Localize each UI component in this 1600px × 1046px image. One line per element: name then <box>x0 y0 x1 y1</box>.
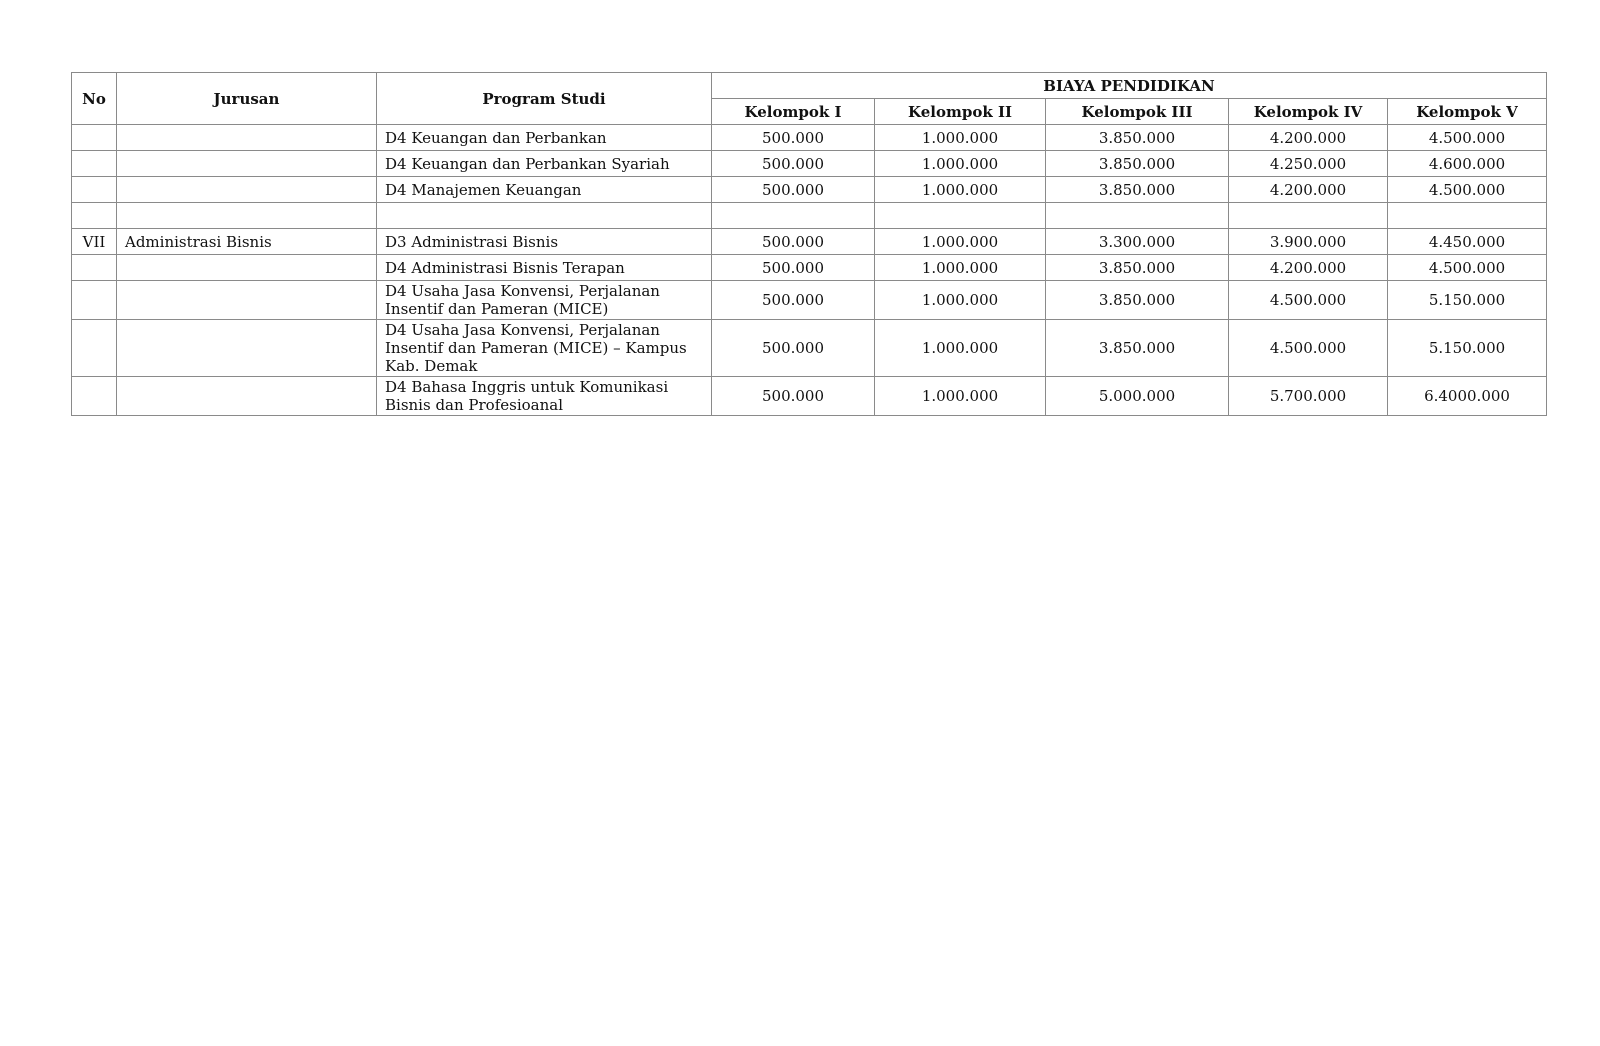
cell-fee-kelompok-4: 4.500.000 <box>1229 320 1388 377</box>
cell-jurusan <box>117 203 377 229</box>
cell-program: D4 Bahasa Inggris untuk Komunikasi Bisnis dan Profesioanal <box>377 377 712 416</box>
header-kelompok-2: Kelompok II <box>875 99 1046 125</box>
header-kelompok-4: Kelompok IV <box>1229 99 1388 125</box>
cell-jurusan <box>117 320 377 377</box>
cell-fee-kelompok-2: 1.000.000 <box>875 125 1046 151</box>
cell-no <box>72 125 117 151</box>
cell-jurusan: Administrasi Bisnis <box>117 229 377 255</box>
header-kelompok-1: Kelompok I <box>712 99 875 125</box>
cell-fee-kelompok-4: 4.200.000 <box>1229 177 1388 203</box>
cell-jurusan <box>117 377 377 416</box>
cell-fee-kelompok-3: 3.850.000 <box>1046 281 1229 320</box>
cell-jurusan <box>117 281 377 320</box>
header-jurusan: Jurusan <box>117 73 377 125</box>
cell-fee-kelompok-5: 4.600.000 <box>1388 151 1547 177</box>
cell-fee-kelompok-4: 4.200.000 <box>1229 255 1388 281</box>
cell-fee-kelompok-1: 500.000 <box>712 229 875 255</box>
cell-fee-kelompok-4 <box>1229 203 1388 229</box>
cell-fee-kelompok-3: 5.000.000 <box>1046 377 1229 416</box>
cell-program: D4 Manajemen Keuangan <box>377 177 712 203</box>
cell-jurusan <box>117 177 377 203</box>
cell-no <box>72 203 117 229</box>
cell-fee-kelompok-3: 3.850.000 <box>1046 255 1229 281</box>
cell-no <box>72 151 117 177</box>
cell-fee-kelompok-4: 4.500.000 <box>1229 281 1388 320</box>
header-program-studi: Program Studi <box>377 73 712 125</box>
cell-fee-kelompok-2 <box>875 203 1046 229</box>
cell-jurusan <box>117 151 377 177</box>
table-row <box>72 151 1547 177</box>
cell-fee-kelompok-1: 500.000 <box>712 281 875 320</box>
cell-fee-kelompok-5: 6.4000.000 <box>1388 377 1547 416</box>
cell-program: D4 Usaha Jasa Konvensi, Perjalanan Insentif dan Pameran (MICE) <box>377 281 712 320</box>
header-no: No <box>72 73 117 125</box>
cell-fee-kelompok-2: 1.000.000 <box>875 377 1046 416</box>
cell-fee-kelompok-5: 4.500.000 <box>1388 177 1547 203</box>
cell-no <box>72 377 117 416</box>
table-row <box>72 255 1547 281</box>
cell-fee-kelompok-4: 4.200.000 <box>1229 125 1388 151</box>
cell-fee-kelompok-1: 500.000 <box>712 125 875 151</box>
cell-fee-kelompok-1: 500.000 <box>712 255 875 281</box>
cell-jurusan <box>117 255 377 281</box>
header-kelompok-3: Kelompok III <box>1046 99 1229 125</box>
table-row <box>72 177 1547 203</box>
cell-fee-kelompok-1: 500.000 <box>712 151 875 177</box>
header-biaya-pendidikan: BIAYA PENDIDIKAN <box>712 73 1547 99</box>
cell-fee-kelompok-2: 1.000.000 <box>875 255 1046 281</box>
cell-program <box>377 203 712 229</box>
cell-fee-kelompok-1: 500.000 <box>712 177 875 203</box>
cell-fee-kelompok-4: 4.250.000 <box>1229 151 1388 177</box>
cell-program: D4 Administrasi Bisnis Terapan <box>377 255 712 281</box>
table-row <box>72 281 1547 320</box>
cell-fee-kelompok-5: 5.150.000 <box>1388 281 1547 320</box>
cell-fee-kelompok-2: 1.000.000 <box>875 229 1046 255</box>
cell-fee-kelompok-5: 4.500.000 <box>1388 255 1547 281</box>
cell-fee-kelompok-3: 3.850.000 <box>1046 320 1229 377</box>
table-row <box>72 377 1547 416</box>
table-row <box>72 125 1547 151</box>
cell-no <box>72 281 117 320</box>
cell-fee-kelompok-4: 5.700.000 <box>1229 377 1388 416</box>
table-row <box>72 229 1547 255</box>
cell-fee-kelompok-3: 3.850.000 <box>1046 125 1229 151</box>
cell-no <box>72 320 117 377</box>
cell-fee-kelompok-3: 3.850.000 <box>1046 177 1229 203</box>
table-row-empty <box>72 203 1547 229</box>
cell-fee-kelompok-5 <box>1388 203 1547 229</box>
cell-fee-kelompok-2: 1.000.000 <box>875 151 1046 177</box>
cell-program: D3 Administrasi Bisnis <box>377 229 712 255</box>
cell-fee-kelompok-1 <box>712 203 875 229</box>
cell-program: D4 Keuangan dan Perbankan Syariah <box>377 151 712 177</box>
cell-program: D4 Usaha Jasa Konvensi, Perjalanan Insentif dan Pameran (MICE) – Kampus Kab. Demak <box>377 320 712 377</box>
cell-fee-kelompok-3: 3.850.000 <box>1046 151 1229 177</box>
fee-table <box>71 72 1547 416</box>
cell-fee-kelompok-2: 1.000.000 <box>875 177 1046 203</box>
cell-fee-kelompok-3 <box>1046 203 1229 229</box>
cell-fee-kelompok-5: 5.150.000 <box>1388 320 1547 377</box>
cell-no <box>72 255 117 281</box>
table-row <box>72 320 1547 377</box>
cell-fee-kelompok-5: 4.450.000 <box>1388 229 1547 255</box>
cell-program: D4 Keuangan dan Perbankan <box>377 125 712 151</box>
cell-no <box>72 177 117 203</box>
cell-fee-kelompok-1: 500.000 <box>712 377 875 416</box>
cell-fee-kelompok-3: 3.300.000 <box>1046 229 1229 255</box>
cell-fee-kelompok-1: 500.000 <box>712 320 875 377</box>
cell-fee-kelompok-2: 1.000.000 <box>875 281 1046 320</box>
cell-no: VII <box>72 229 117 255</box>
cell-fee-kelompok-4: 3.900.000 <box>1229 229 1388 255</box>
cell-fee-kelompok-5: 4.500.000 <box>1388 125 1547 151</box>
header-kelompok-5: Kelompok V <box>1388 99 1547 125</box>
cell-fee-kelompok-2: 1.000.000 <box>875 320 1046 377</box>
cell-jurusan <box>117 125 377 151</box>
